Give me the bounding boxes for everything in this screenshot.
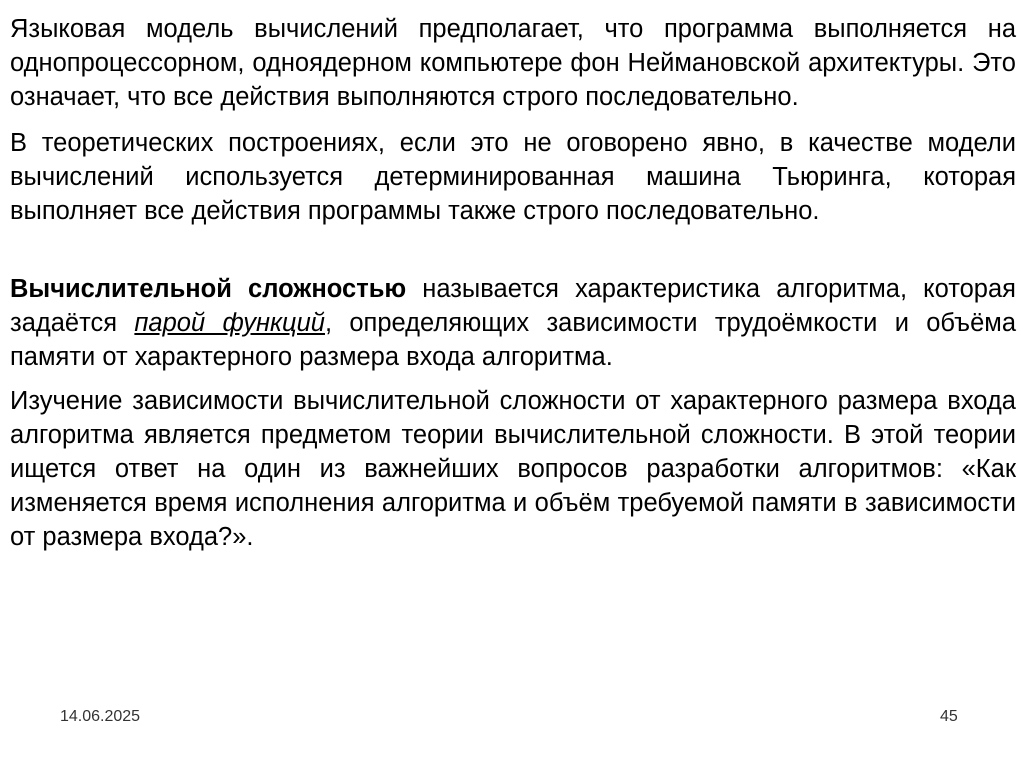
paragraph-language-model: Языковая модель вычислений предполагает, что программа выполняется на однопроцессорном, одноядерном компьютере фон Неймановской архитектуры. Это означает, что все действия выполняются строго последовательно. xyxy=(10,15,1016,111)
paragraph-turing-machine: В теоретических построениях, если это не оговорено явно, в качестве модели вычислений используется детерминированная машина Тьюринга, которая выполняет все действия программы также строго последовательно. xyxy=(10,129,1016,225)
slide-body xyxy=(10,12,1016,554)
definition-text-before: называется характеристика алгоритма, которая задаётся xyxy=(10,275,1016,337)
complexity-term: Вычислительной сложностью xyxy=(10,275,407,303)
paragraph-complexity-theory: Изучение зависимости вычислительной сложности от характерного размера входа алгоритма является предметом теории вычислительной сложности. В этой теории ищется ответ на один из важнейших вопросов разработки алгоритмов: «Как изменяется время исполнения алгоритма и объём требуемой памяти в зависимости от размера входа?». xyxy=(10,387,1016,551)
slide-number: 45 xyxy=(940,708,958,725)
definition-text-after: , определяющих зависимости трудоёмкости и объёма памяти от характерного размера входа алгоритма. xyxy=(10,309,1017,371)
footer-date: 14.06.2025 xyxy=(60,708,141,725)
paragraph-complexity-definition xyxy=(10,272,1016,374)
function-pair-link[interactable]: парой функций xyxy=(134,309,325,337)
